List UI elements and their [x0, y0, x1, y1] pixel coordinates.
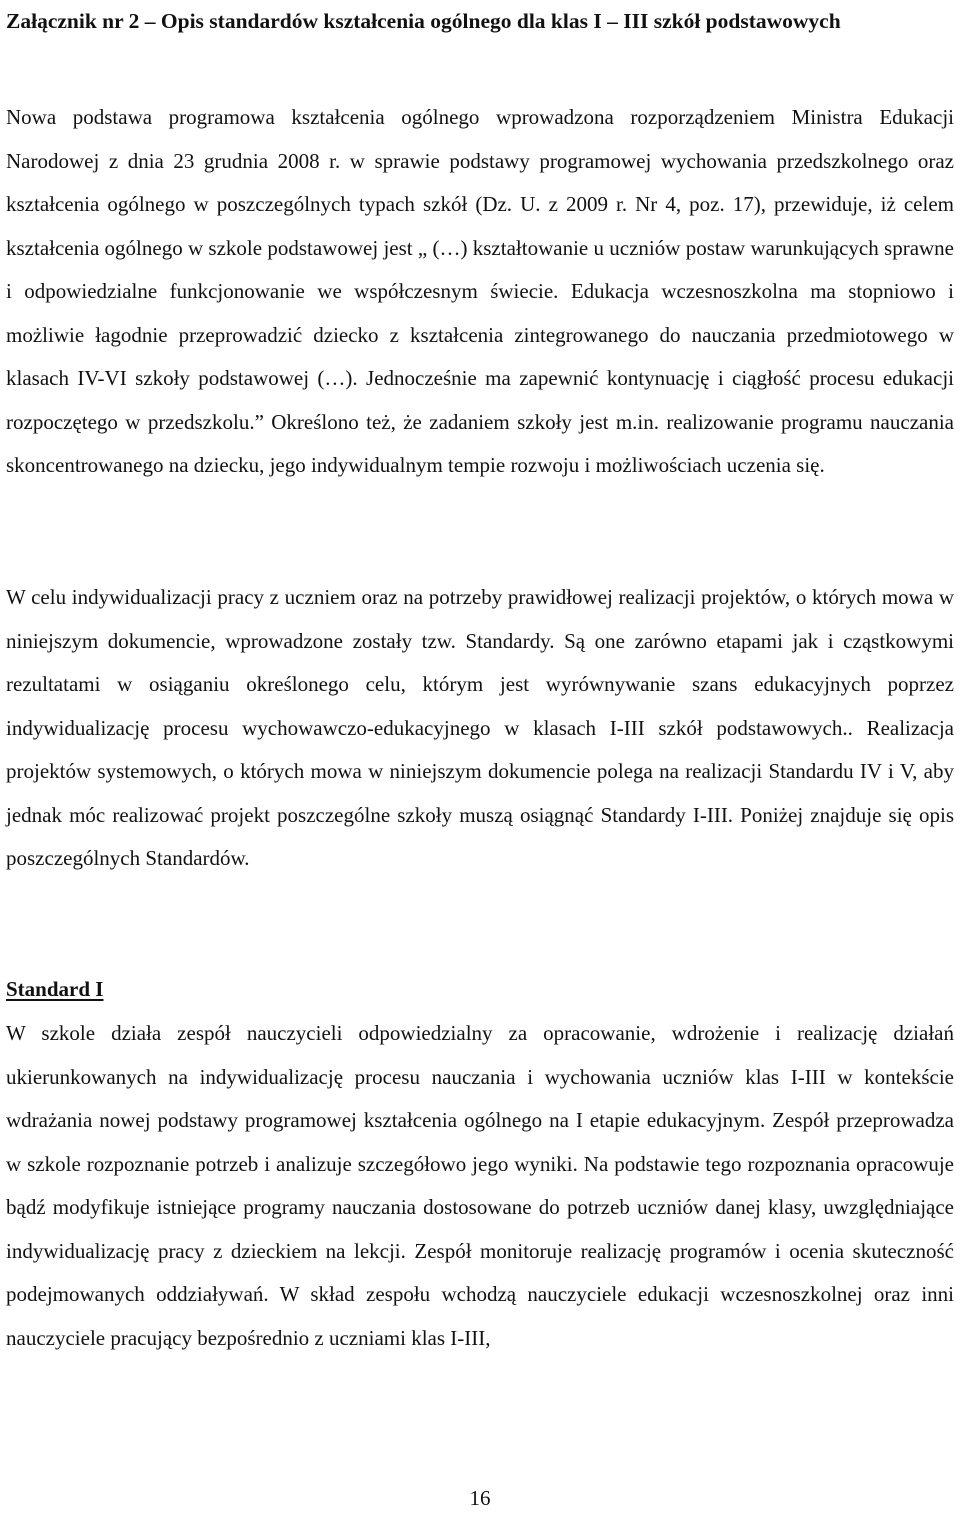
- intro-paragraph-2: W celu indywidualizacji pracy z uczniem oraz na potrzeby prawidłowej realizacji projektów, o których mowa w niniejszym dokumencie, wprowadzone zostały tzw. Standardy. Są one zarówno etapami jak i cząstkowymi rezultatami w osiąganiu określonego celu, którym jest wyrównywanie szans edukacyjnych poprzez indywidualizację procesu wychowawczo-edukacyjnego w klasach I-III szkół podstawowych.. Realizacja projektów systemowych, o których mowa w niniejszym dokumencie polega na realizacji Standardu IV i V, aby jednak móc realizować projekt poszczególne szkoły muszą osiągnąć Standardy I-III. Poniżej znajduje się opis poszczególnych Standardów.: [6, 585, 954, 870]
- page-number: 16: [469, 1486, 491, 1510]
- intro-paragraph-1: Nowa podstawa programowa kształcenia ogólnego wprowadzona rozporządzeniem Ministra Edukacji Narodowej z dnia 23 grudnia 2008 r. w sprawie podstawy programowej wychowania przedszkolnego oraz kształcenia ogólnego w poszczególnych typach szkół (Dz. U. z 2009 r. Nr 4, poz. 17), przewiduje, iż celem kształcenia ogólnego w szkole podstawowej jest „ (…) kształtowanie u uczniów postaw warunkujących sprawne i odpowiedzialne funkcjonowanie we współczesnym świecie. Edukacja wczesnoszkolna ma stopniowo i możliwie łagodnie przeprowadzić dziecko z kształcenia zintegrowanego do nauczania przedmiotowego w klasach IV-VI szkoły podstawowej (…). Jednocześnie ma zapewnić kontynuację i ciągłość procesu edukacji rozpoczętego w przedszkolu.” Określono też, że zadaniem szkoły jest m.in. realizowanie programu nauczania skoncentrowanego na dziecku, jego indywidualnym tempie rozwoju i możliwościach uczenia się.: [6, 105, 954, 477]
- document-title: Załącznik nr 2 – Opis standardów kształcenia ogólnego dla klas I – III szkół podstawowych: [6, 9, 841, 33]
- section-heading-standard-1: Standard I: [6, 977, 104, 1001]
- standard-1-paragraph: W szkole działa zespół nauczycieli odpowiedzialny za opracowanie, wdrożenie i realizację działań ukierunkowanych na indywidualizację procesu nauczania i wychowania uczniów klas I-III w kontekście wdrażania nowej podstawy programowej kształcenia ogólnego na I etapie edukacyjnym. Zespół przeprowadza w szkole rozpoznanie potrzeb i analizuje szczegółowo jego wyniki. Na podstawie tego rozpoznania opracowuje bądź modyfikuje istniejące programy nauczania dostosowane do potrzeb uczniów danej klasy, uwzględniające indywidualizację pracy z dzieckiem na lekcji. Zespół monitoruje realizację programów i ocenia skuteczność podejmowanych oddziaływań. W skład zespołu wchodzą nauczyciele edukacji wczesnoszkolnej oraz inni nauczyciele pracujący bezpośrednio z uczniami klas I-III,: [6, 1021, 954, 1350]
